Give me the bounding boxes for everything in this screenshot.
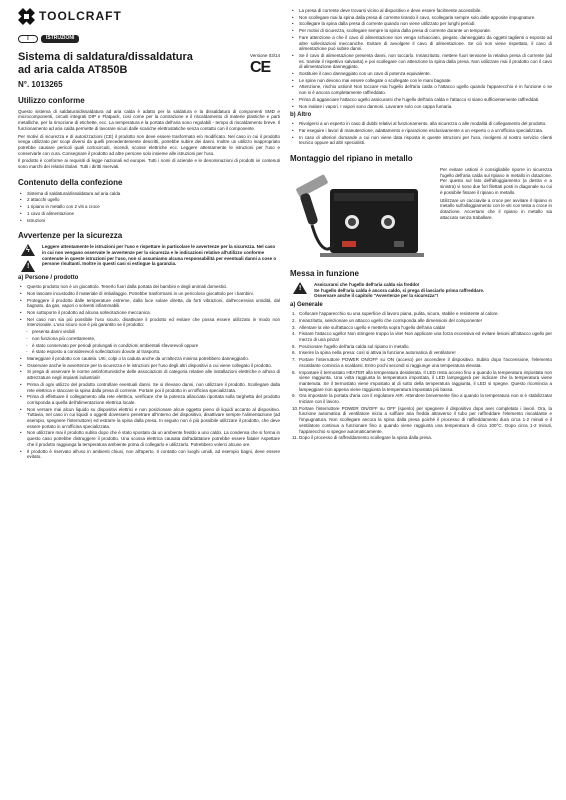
left-column [18,8,280,461]
list-item: • Sostituire il cavo danneggiato con un cavo di potenza equivalente. [290,71,552,77]
list-item: • Prima di effettuare il collegamento alla rete elettrica, verificare che la potenza allacciata riportata sulla targhetta del prodotto corrisponda a quella dell'alimentazione elettrica locale. [18,394,280,405]
list-item: - non funziona più correttamente, [18,336,280,342]
doc-number: N°. 1013265 [18,80,63,89]
section-header [18,35,280,43]
list-item: • Non scollegare mai la spina dalla presa di corrente tirando il cavo, scollegarla sempre solo dalle apposite impugnature. [290,15,552,21]
step-item: Impostare il termostato HEATER alla temperatura desiderata. Il LED resta acceso fino a quando la temperatura impostata non viene raggiunta. Una volta raggiunta la temperatura impostata, il LED lampeggerà per indicare che la temperatura viene mantenuta. Se il termostato viene impostato al di sotto della temperatura raggiunta, il LED si spegne. Questo ricomincia a lampeggiare non appena viene raggiunta la temperatura impostata più bassa. [299,369,552,392]
list-item: • Prima di ogni utilizzo del prodotto controllare eventuali danni. Se si rilevano danni, non utilizzare il prodotto. Scollegare dalla rete elettrica e staccare la spina dalla presa di corrente. Portare poi il prodotto in un'officina specializzata. [18,382,280,393]
operation-warning [290,282,552,299]
safety-list-a [18,284,280,328]
doc-title-line1: Sistema di saldatura/dissaldatura [18,51,193,63]
safety-list-a2 [18,356,280,460]
list-item: • Non sottoporre il prodotto ad alcuna sollecitazione meccanica. [18,310,280,316]
package-list [18,191,280,224]
operation-warning-line: Se l'ugello dell'aria calda è ancora caldo, si prega di lasciarlo prima raffreddare. [314,287,485,293]
safety-heading: Avvertenze per la sicurezza [18,231,123,241]
list-item: • 1 cavo di alimentazione [18,211,280,217]
package-heading: Contenuto della confezione [18,177,123,187]
list-item: - presenta danni visibili [18,329,280,335]
warning-triangle-icon: ! [21,260,35,272]
brand-logo [18,8,280,25]
other-subheading: b) Altro [290,112,312,119]
list-item: • Se il cavo di alimentazione presenta danni, non toccarlo. Innanzitutto, mettere fuori tensione la relativa presa di corrente (ad es. tramite il rispettivo salvavita) e poi scollegare con attenzione la spina dalla presa. Non utilizzare mai il prodotto con il cavo di alimentazione danneggiato. [290,53,552,70]
list-item: • Rivolgersi a un esperto in caso di dubbi relativi al funzionamento, alla sicurezza o alle modalità di collegamento del prodotto. [290,121,552,127]
safety-warning-text: Leggere attentamente le istruzioni per l'uso e rispettare in particolare le avvertenze per la sicurezza. Nel caso in cui non vengano osservate le avvertenze per la sicurezza e le indicazioni relative all'utilizzo conforme contenute in queste istruzioni per l'uso, non ci assumiamo alcuna responsabilità per eventuali danni a cose o persone risultanti. Inoltre in questi casi si estingue la garanzia. [42,244,277,267]
list-item: • Il prodotto è riservato all'uso in ambienti chiusi, non all'aperto. Il contatto con luoghi umidi, ad esempio bagni, deve essere evitato. [18,449,280,460]
safety-list-right [290,8,552,109]
list-item: • La presa di corrente deve trovarsi vicino al dispositivo e deve essere facilmente accessibile. [290,8,552,14]
electric-hazard-icon: ϟ [21,244,35,256]
intended-use-paragraph: Per motivi di sicurezza e di autorizzazioni (CE) il prodotto non deve essere trasformato e/o modificato. Nel caso in cui il prodotto venga utilizzato per scopi diversi da quelli precedentemente descritti, potrebbe subire dei danni. Inoltre un utilizzo inappropriato potrebbe causare pericoli quali cortocircuiti, incendi, scosse elettriche ecc. Leggere attentamente le istruzioni per l'uso e conservarle con cura. Consegnare il prodotto ad altre persone solo insieme alle istruzioni per l'uso. [18,133,280,156]
list-item: • Non inalare i vapori. I vapori sono dannosi. Lavorare solo con cappa fumaria. [290,104,552,110]
mounting-paragraph: Per evitare ustioni è consigliabile riporre in sicurezza l'ugello dell'aria calda sul ripiano in metallo in dotazione. Per questo sul lato dell'alloggiamento (a destra e a sinistra) vi sono due fori filettati posti in diagonale su cui è possibile fissare il ripiano in metallo. [440,167,552,195]
list-item: • In caso di ulteriori domande a cui non viene data risposta in queste istruzioni per l'uso, rivolgersi al nostro servizio clienti tecnico oppure ad altri specialisti. [290,135,552,146]
version-label: Versione 03/14 [249,53,280,58]
operation-warning-line: Assicurarsi che l'ugello dell'aria calda sia freddo! [314,282,420,288]
mounting-heading: Montaggio del ripiano in metallo [290,154,413,164]
step-item: Innanzitutto, selezionare un attacco ugello che corrisponda alle dimensioni del componente! [299,317,482,323]
list-item: • Attenzione, rischio ustioni! Non toccare mai l'ugello dell'aria calda o l'attacco ugello quando l'apparecchio è in funzione o se non si è ancora completamente raffreddato. [290,84,552,95]
list-item: • Nel caso non sia più possibile l'uso sicuro, disattivare il prodotto ed evitare che possa essere utilizzato in modo non intenzionale. L'uso sicuro non è più garantito se il prodotto: [18,317,280,328]
list-item: • Osservare anche le avvertenze per la sicurezza e le istruzioni per l'uso degli altri dispositivi a cui viene collegato il prodotto. [18,363,280,369]
operation-heading: Messa in funzione [290,269,359,279]
step-item: Portare l'interruttore POWER ON/OFF su ON (acceso) per accendere il dispositivo. Subito dopo l'accensione, l'elemento riscaldante comincia a scaldarsi. Entro pochi secondi si raggiunge una temperatura elevata. [299,357,552,368]
doc-title-line2: ad aria calda AT850B [18,64,128,76]
list-item: • Prima di agganciare l'attacco ugello assicurarsi che l'ugello dell'aria calda e l'attacco si siano sufficientemente raffreddati. [290,97,552,103]
general-subheading: a) Generale [290,302,323,309]
toolcraft-logo-icon [18,8,35,25]
title-block [18,51,280,88]
section-number: I [18,35,38,43]
list-item: • Non versare mai alcun liquido su dispositivi elettrici e non posizionare alcun oggetto pieno di liquidi accanto al dispositivo. Tuttavia, nel caso in cui liquidi o oggetti dovessero penetrare all'interno del dispositivo, disattivare sempre l'alimentazione (ad esempio, spegnere l'interruttore) ed estrarre la spina dalla presa. In seguito non è più possibile utilizzare il prodotto, che deve essere portato in un'officina specializzata. [18,407,280,430]
step-item: Collocare l'apparecchio su una superficie di lavoro piana, pulita, sicura, stabile e resistente al calore. [299,311,499,317]
brand-name: TOOLCRAFT [39,8,122,23]
intended-use-paragraph: Il prodotto è conforme ai requisiti di legge nazionali ed europei. Tutti i nomi di aziende e le denominazioni di prodotti ivi contenuti sono marchi dei relativi titolari. Tutti i diritti riservati. [18,158,280,170]
warning-triangle-icon: ! [293,282,307,294]
list-item: - è stato conservato per periodi prolungati in condizioni ambientali sfavorevoli oppure [18,343,280,349]
step-item: Posizionare l'ugello dell'aria calda sul ripiano in metallo. [299,343,410,349]
list-item: • Questo prodotto non è un giocattolo. Tenerlo fuori dalla portata dei bambini e degli animali domestici. [18,284,280,290]
list-item: • Non utilizzare mai il prodotto subito dopo che è stato spostato da un ambiente freddo a uno caldo. La condensa che si forma in questo caso potrebbe distruggere il prodotto. Una scossa elettrica causata dall'adattatore potrebbe essere fatale! Aspettare che il prodotto raggiunga la temperatura ambiente prima di collegarlo e utilizzarlo. Potrebbero volerci alcune ore. [18,430,280,447]
operation-steps [290,311,552,441]
step-item: Dopo il processo di raffreddamento scollegare la spina dalla presa. [299,435,432,441]
intended-use-heading: Utilizzo conforme [18,95,85,105]
right-column [290,8,552,442]
persons-product-subheading: a) Persone / prodotto [18,275,79,282]
mounting-paragraph: Utilizzare un cacciavite a croce per avvitare il ripiano in metallo sull'alloggiamento con le viti con testa a croce in dotazione. Accertarsi che il ripiano in metallo sia attaccato senza traballare. [440,197,552,220]
list-item: - è stato esposto a considerevoli sollecitazioni dovute al trasporto. [18,349,280,355]
ce-mark: CE [249,58,271,76]
intended-use-paragraph: Questo sistema di saldatura/dissaldatura ad aria calda è adatto per la saldatura e la dissaldatura di componenti SMD e microcomponenti, circuiti integrati DIP e Flatpack, così come per la contrazione e il riscaldamento di materie plastiche e parti metalliche, per la rimozione di etichette, ecc. La temperatura e la portata dell'aria sono regolabili - tempo di riscaldamento breve. Il funzionamento ad aria calda permette di lavorare sicuri dalle scariche elettrostatiche senza contatto con il componente. [18,108,280,131]
soldering-station-image [290,167,434,265]
section-label: ISTRUZIONI [41,35,79,43]
operation-warning-line: Osservare anche il capitolo "Avvertenze per la sicurezza"! [314,293,439,299]
list-item: • Sistema di saldatura/dissaldatura ad aria calda [18,191,280,197]
safety-list-b [290,121,552,146]
list-item: • Scollegare la spina dalla presa di corrente quando non viene utilizzato per lunghi periodi. [290,21,552,27]
step-item: Inserire la spina nella presa: così si attiva la funzione automatica di ventilatore! [299,350,456,356]
list-item: • Per motivi di sicurezza, scollegare sempre la spina dalla presa di corrente durante un temporale. [290,28,552,34]
list-item: • Non lasciare incustodito il materiale di imballaggio. Potrebbe trasformarsi in un pericoloso giocattolo per i bambini. [18,291,280,297]
list-item: • Le spine non devono mai essere collegate o scollegate con le mani bagnate. [290,78,552,84]
mounting-section [290,167,552,220]
list-item: • Istruzioni [18,218,280,224]
step-item: Portare l'interruttore POWER ON/OFF su OFF (spento) per spegnere il dispositivo dopo aver completato i lavori. Ora, la funzione automatica di ventilatore inizia a soffiare aria fredda attraverso il tubo per raffreddare l'elemento riscaldante e l'impugnatura. Non scollegare ancora la spina dalla presa poiché il processo di raffreddamento dura circa 1-2 minuti e il ventilatore continua a funzionare fino a quando viene raggiunta una temperatura di circa 100°C. Dopo circa 1-2 minuti, l'apparecchio si spegne automaticamente. [299,405,552,434]
step-item: Fissare l'attacco ugello! Non stringere troppo la vite! Non applicare una forza eccessiva ed evitare lesioni all'attacco ugello per mezzo di una pinza! [299,331,552,342]
list-item: • 2 attacchi ugello [18,197,280,203]
list-item: • Si prega di osservare le norme antinfortunistiche delle associazioni di categoria relative alle installazioni elettriche e all'uso di attrezzature negli impianti industriali! [18,369,280,380]
condition-list [18,329,280,355]
list-item: • Fare attenzione a che il cavo di alimentazione non venga schiacciato, piegato, danneggiato da oggetti taglienti o esposto ad altre sollecitazioni meccaniche. Evitare di avvolgere il cavo di alimentazione. Se ciò non viene rispettato, il cavo di alimentazione può subire danni. [290,35,552,52]
list-item: • Maneggiare il prodotto con cautela. Urti, colpi o la caduta anche da un'altezza minima potrebbero danneggiarlo. [18,356,280,362]
list-item: • Far eseguire i lavori di manutenzione, adattamento e riparazione esclusivamente a un esperto o a un'officina specializzata. [290,128,552,134]
list-item: • Proteggere il prodotto dalle temperature estreme, dalla luce solare diretta, da forti vibrazioni, dall'eccessiva umidità, dal bagnato, da gas, vapori o solventi infiammabili. [18,298,280,309]
list-item: • 1 ripiano in metallo con 2 viti a croce [18,204,280,210]
step-item: Ora impostare la portata d'aria con il regolatore AIR. Attendere brevemente fino a quando la temperatura non si è stabilizzata! Iniziare con il lavoro. [299,393,552,405]
step-item: Allentare la vite sull'attacco ugello e metterla sopra l'ugello dell'aria calda! [299,324,446,330]
safety-warning [18,244,280,272]
